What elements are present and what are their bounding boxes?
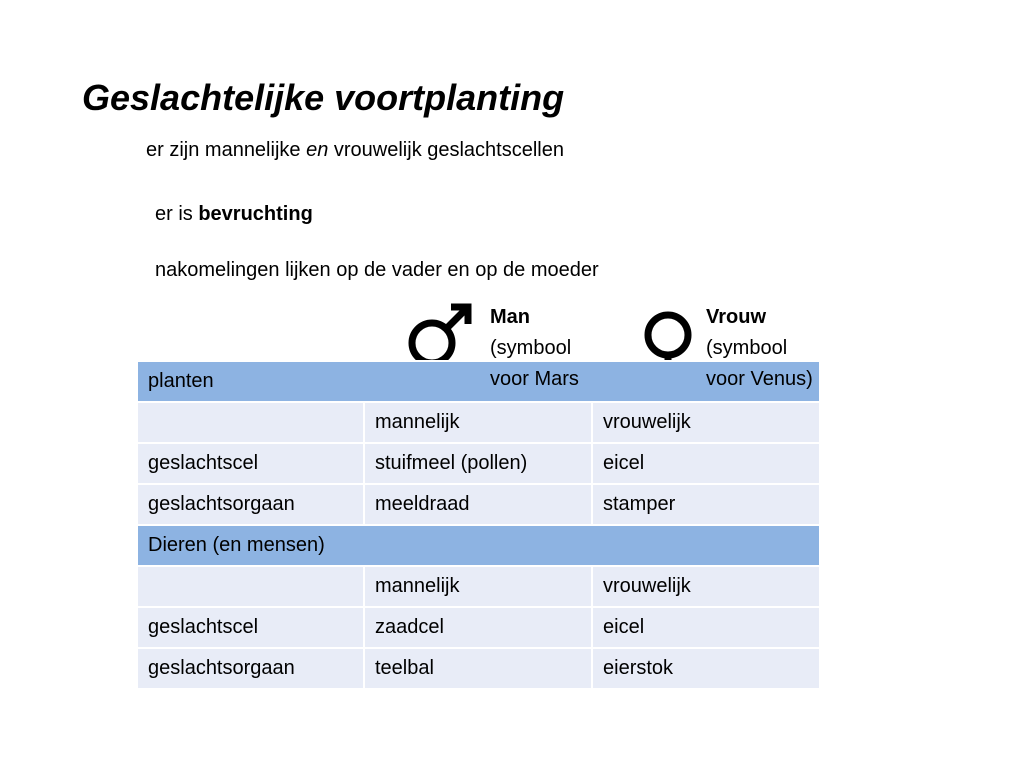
- bullet-text: er is: [155, 203, 199, 225]
- table-cell: vrouwelijk: [592, 566, 820, 607]
- slide-title: Geslachtelijke voortplanting: [82, 77, 565, 118]
- bullet-strong: bevruchting: [198, 203, 313, 225]
- table-cell: vrouwelijk: [592, 402, 820, 443]
- section-header-planten: planten: [137, 361, 820, 402]
- table-row: [137, 402, 820, 443]
- table-cell: geslachtscel: [137, 607, 364, 648]
- table-cell: teelbal: [364, 648, 592, 689]
- table-cell: stamper: [592, 484, 820, 525]
- bullet-emphasis: en: [306, 139, 329, 161]
- section-header-dieren: Dieren (en mensen): [137, 525, 820, 566]
- vrouw-caption-line: (symbool: [706, 337, 788, 359]
- vrouw-caption: [706, 302, 813, 395]
- table-cell: geslachtsorgaan: [137, 484, 364, 525]
- vrouw-caption-line: voor Venus): [706, 368, 813, 390]
- table-cell: zaadcel: [364, 607, 592, 648]
- reproduction-table: [136, 360, 821, 690]
- bullet-male-female-cells: [146, 137, 564, 163]
- table-row: [137, 484, 820, 525]
- man-caption: [490, 302, 579, 395]
- man-label: Man: [490, 306, 530, 328]
- table-cell: geslachtscel: [137, 443, 364, 484]
- table-row: [137, 607, 820, 648]
- bullet-offspring: nakomelingen lijken op de vader en op de moeder: [155, 259, 599, 281]
- table-cell: meeldraad: [364, 484, 592, 525]
- table-row: [137, 566, 820, 607]
- table-row: [137, 443, 820, 484]
- bullet-text: vrouwelijk geslachtscellen: [328, 139, 564, 161]
- table-cell: geslachtsorgaan: [137, 648, 364, 689]
- table-cell: [137, 402, 364, 443]
- table-cell: mannelijk: [364, 566, 592, 607]
- man-caption-line: (symbool: [490, 337, 572, 359]
- table-cell: stuifmeel (pollen): [364, 443, 592, 484]
- table-section-header: [137, 525, 820, 566]
- table-cell: mannelijk: [364, 402, 592, 443]
- man-caption-line: voor Mars: [490, 368, 579, 390]
- bullet-fertilization: [155, 201, 313, 227]
- vrouw-label: Vrouw: [706, 306, 767, 328]
- table-cell: eicel: [592, 443, 820, 484]
- table-cell: eicel: [592, 607, 820, 648]
- bullet-text: er zijn mannelijke: [146, 139, 307, 161]
- table-row: [137, 648, 820, 689]
- table-cell: eierstok: [592, 648, 820, 689]
- table-cell: [137, 566, 364, 607]
